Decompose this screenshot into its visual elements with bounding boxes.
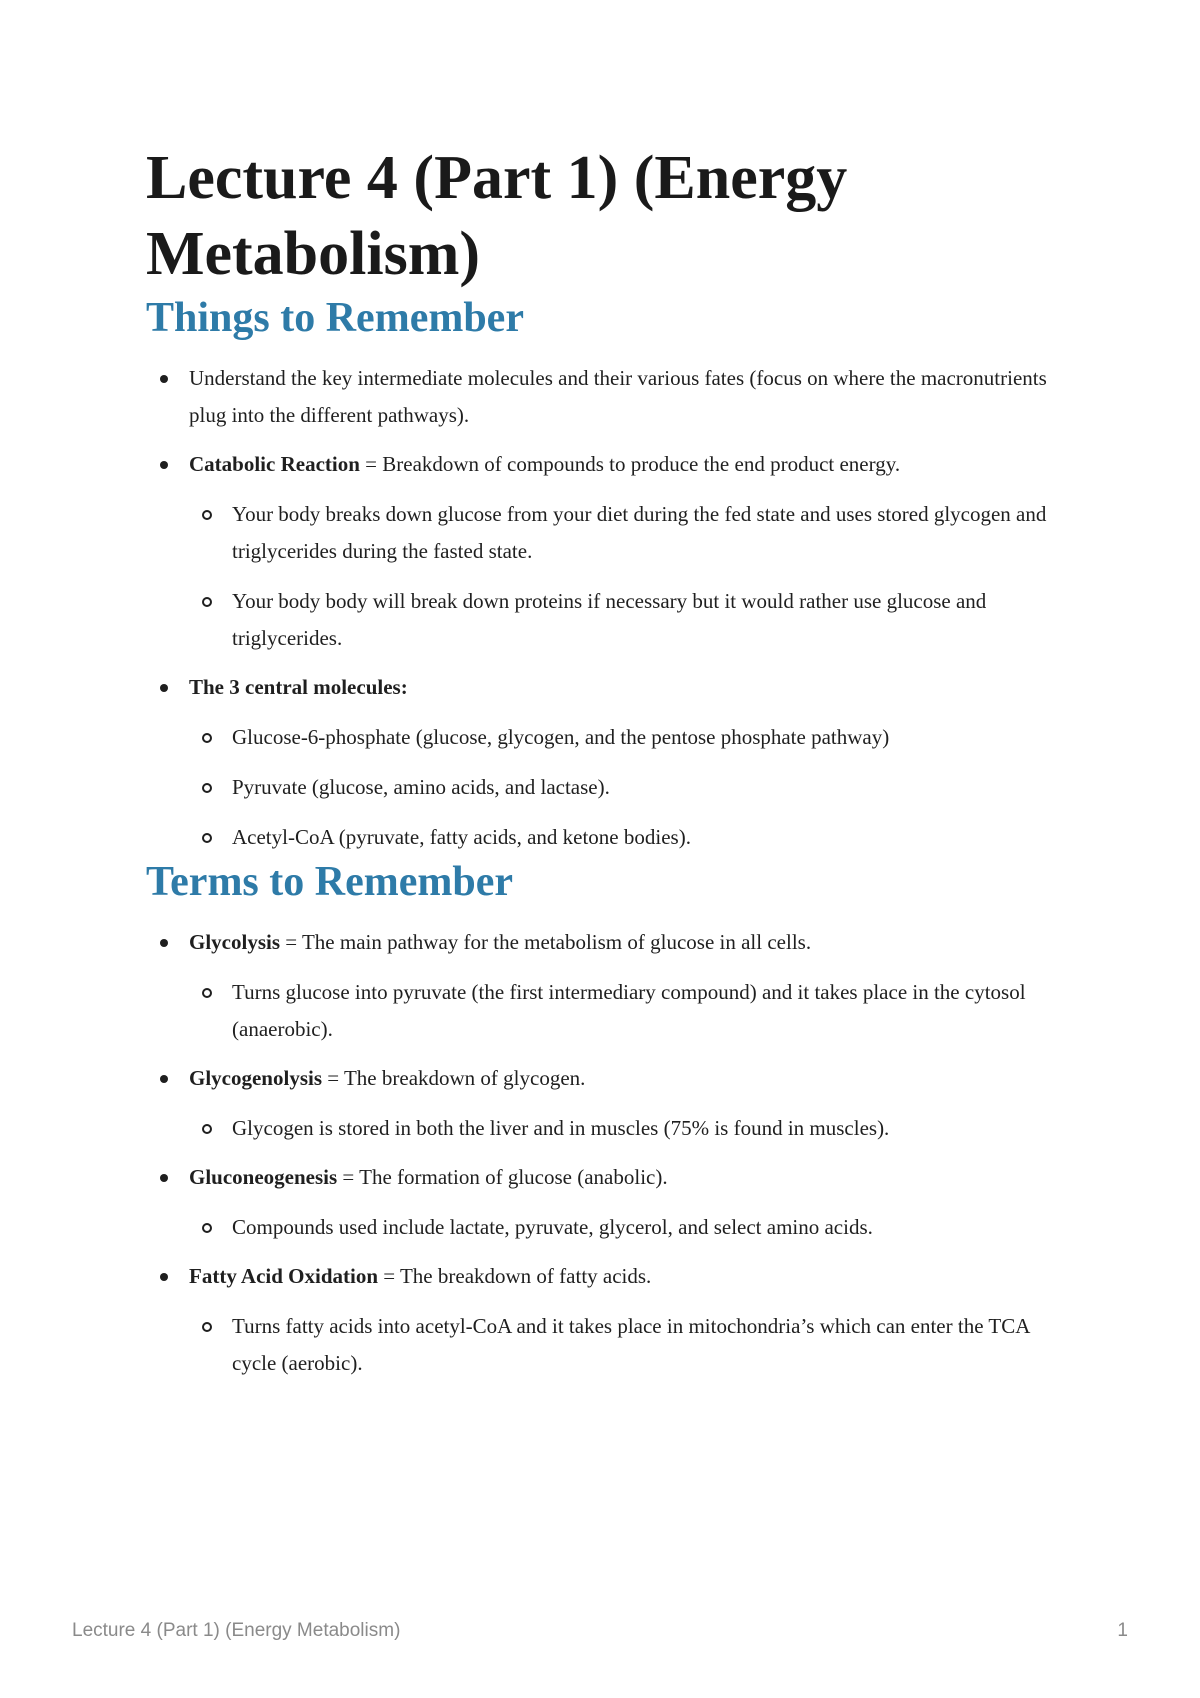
bullet-circle-icon — [202, 1223, 212, 1233]
list-item-text: Understand the key intermediate molecules and their various fates (focus on where the macronutrients plug into the different pathways). — [189, 366, 1047, 427]
list-item — [146, 1060, 1056, 1147]
list-item-term: Gluconeogenesis — [189, 1165, 338, 1189]
list-item — [146, 669, 1056, 856]
bullet-circle-icon — [202, 833, 212, 843]
list-item-term: Glycogenolysis — [189, 1066, 323, 1090]
list-item-text: = The breakdown of fatty acids. — [378, 1264, 652, 1288]
sub-list-item-text: Your body body will break down proteins if necessary but it would rather use glucose and triglycerides. — [232, 589, 987, 650]
terms-to-remember-list — [146, 924, 1056, 1382]
bullet-dot-icon — [160, 939, 168, 947]
sub-list-item — [189, 496, 1056, 570]
sub-list-item — [189, 1209, 1056, 1246]
sub-list — [189, 1209, 1056, 1246]
footer-title: Lecture 4 (Part 1) (Energy Metabolism) — [72, 1620, 401, 1641]
sub-list-item — [189, 583, 1056, 657]
list-item-text: = The breakdown of glycogen. — [322, 1066, 586, 1090]
footer-page-number: 1 — [1117, 1620, 1128, 1641]
things-to-remember-list — [146, 360, 1056, 856]
bullet-circle-icon — [202, 733, 212, 743]
bullet-circle-icon — [202, 597, 212, 607]
bullet-dot-icon — [160, 461, 168, 469]
sub-list-item-text: Turns fatty acids into acetyl-CoA and it takes place in mitochondria’s which can enter the TCA cycle (aerobic). — [232, 1314, 1030, 1375]
bullet-circle-icon — [202, 783, 212, 793]
sub-list-item — [189, 1110, 1056, 1147]
sub-list-item — [189, 769, 1056, 806]
list-item — [146, 1159, 1056, 1246]
bullet-dot-icon — [160, 684, 168, 692]
list-item-text: = Breakdown of compounds to produce the end product energy. — [359, 452, 901, 476]
sub-list — [189, 974, 1056, 1048]
sub-list-item-text: Glucose-6-phosphate (glucose, glycogen, and the pentose phosphate pathway) — [232, 725, 890, 749]
sub-list-item — [189, 1308, 1056, 1382]
sub-list-item — [189, 974, 1056, 1048]
list-item — [146, 446, 1056, 657]
sub-list-item-text: Acetyl-CoA (pyruvate, fatty acids, and ketone bodies). — [232, 825, 691, 849]
document-title: Lecture 4 (Part 1) (Energy Metabolism) — [146, 144, 848, 288]
terms-to-remember-heading: Terms to Remember — [146, 859, 513, 905]
bullet-circle-icon — [202, 1124, 212, 1134]
list-item — [146, 360, 1056, 434]
sub-list-item-text: Your body breaks down glucose from your diet during the fed state and uses stored glycogen and triglycerides during the fasted state. — [232, 502, 1047, 563]
list-item-term: The 3 central molecules: — [189, 675, 408, 699]
document-page — [146, 140, 1056, 1382]
list-item — [146, 924, 1056, 1048]
sub-list-item-text: Pyruvate (glucose, amino acids, and lactase). — [232, 775, 610, 799]
sub-list-item — [189, 719, 1056, 756]
bullet-dot-icon — [160, 375, 168, 383]
bullet-dot-icon — [160, 1174, 168, 1182]
list-item — [146, 1258, 1056, 1382]
bullet-circle-icon — [202, 1322, 212, 1332]
bullet-circle-icon — [202, 988, 212, 998]
things-to-remember-heading: Things to Remember — [146, 295, 524, 341]
bullet-circle-icon — [202, 510, 212, 520]
sub-list — [189, 719, 1056, 856]
sub-list-item-text: Compounds used include lactate, pyruvate, glycerol, and select amino acids. — [232, 1215, 873, 1239]
bullet-dot-icon — [160, 1075, 168, 1083]
list-item-text: = The main pathway for the metabolism of glucose in all cells. — [280, 930, 812, 954]
sub-list — [189, 496, 1056, 657]
sub-list-item-text: Glycogen is stored in both the liver and in muscles (75% is found in muscles). — [232, 1116, 890, 1140]
list-item-term: Catabolic Reaction — [189, 452, 360, 476]
sub-list-item-text: Turns glucose into pyruvate (the first intermediary compound) and it takes place in the cytosol (anaerobic). — [232, 980, 1026, 1041]
sub-list — [189, 1110, 1056, 1147]
sub-list — [189, 1308, 1056, 1382]
list-item-term: Glycolysis — [189, 930, 281, 954]
list-item-term: Fatty Acid Oxidation — [189, 1264, 379, 1288]
bullet-dot-icon — [160, 1273, 168, 1281]
list-item-text: = The formation of glucose (anabolic). — [337, 1165, 668, 1189]
sub-list-item — [189, 819, 1056, 856]
